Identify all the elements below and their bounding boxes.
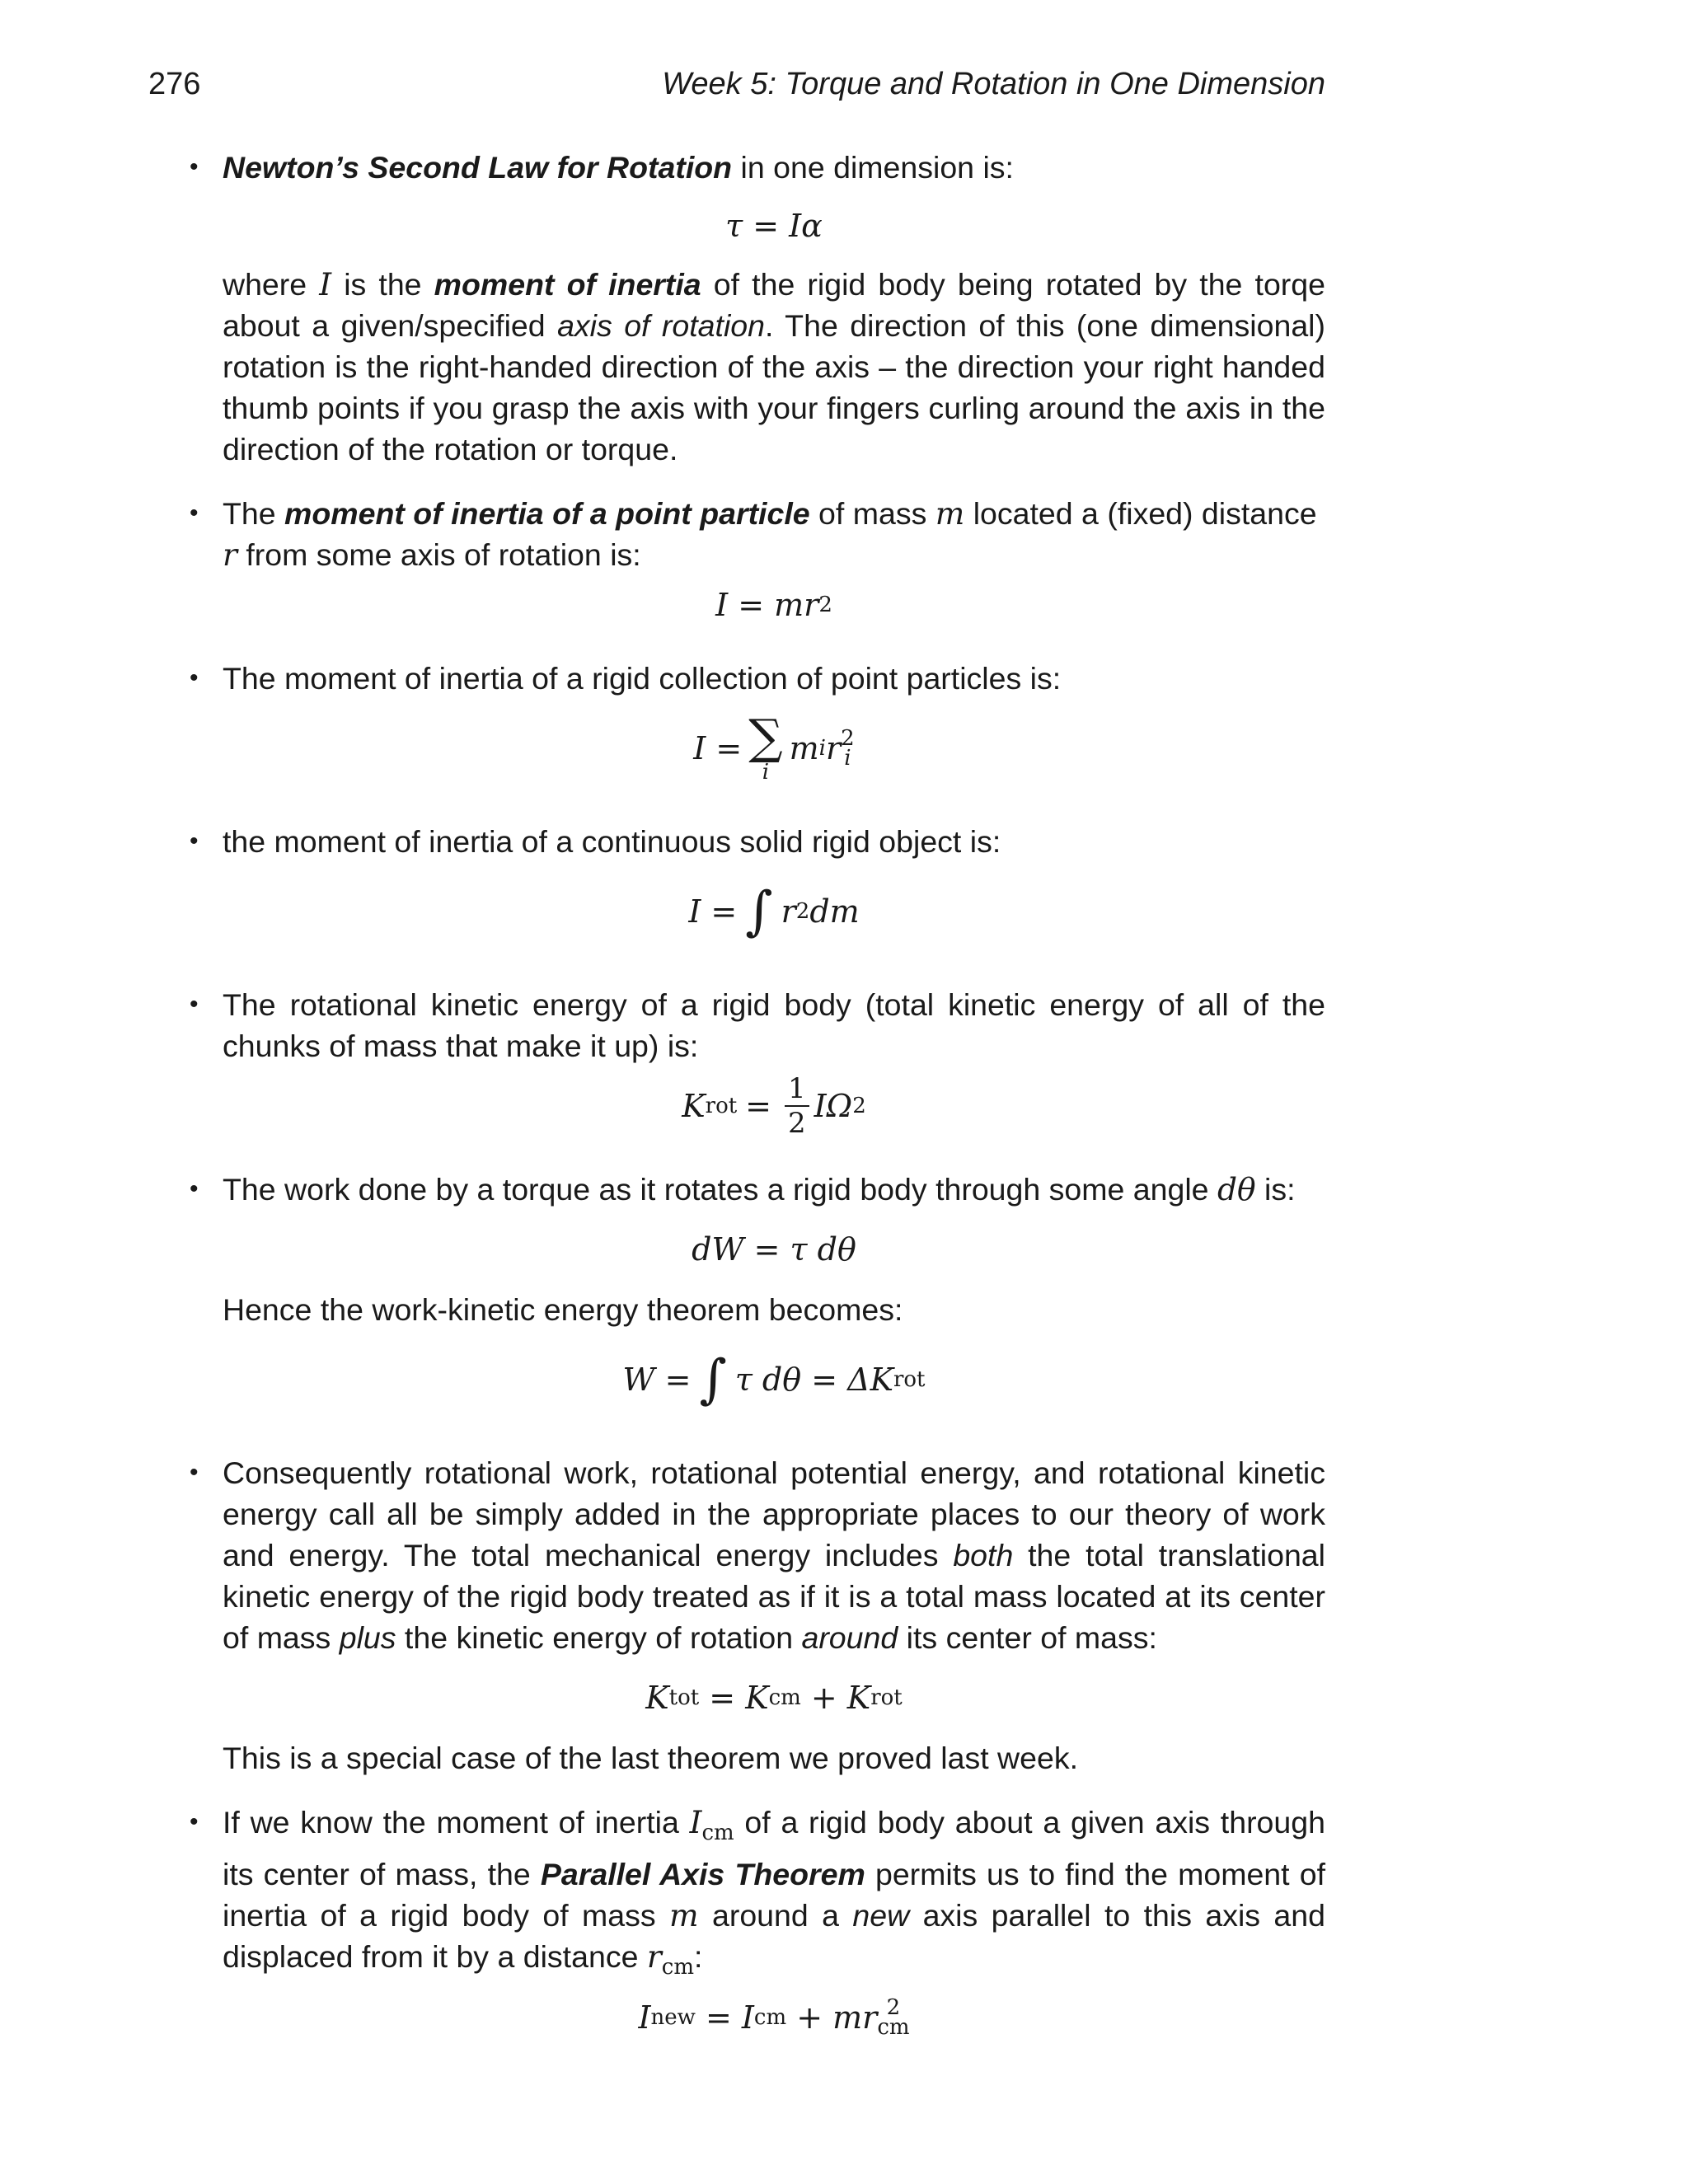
bullet-description: where I is the moment of inertia of the rigid body being rotated by the torqe about a given/specified axis of rotation. The direction of this (one dimensional) rotation is the right-handed direction of the axis – the direction your right handed thumb points if you grasp the axis with your fingers curling around the axis in the direction of the rotation or torque.: [223, 266, 1325, 466]
bullet-marker: •: [190, 153, 199, 180]
bullet-intro: The rotational kinetic energy of a rigid body (total kinetic energy of all of the chunks of mass that make it up) is:: [223, 987, 1325, 1063]
bullet-marker: •: [190, 499, 199, 527]
equation-sum: I = ∑ i m i r 2 i: [693, 709, 855, 785]
bullet-rotational-ke: [190, 984, 1325, 1146]
bullet-marker: •: [190, 1175, 199, 1202]
bullet-continuous: [190, 821, 1325, 961]
bullet-intro: The moment of inertia of a point particle of mass m located a (fixed) distance r from some axis of rotation is:: [223, 495, 1317, 573]
summation-symbol: ∑ i: [748, 709, 783, 785]
special-case-note: This is a special case of the last theorem we proved last week.: [223, 1741, 1078, 1775]
term-parallel-axis-theorem: Parallel Axis Theorem: [540, 1857, 865, 1891]
term-point-particle: moment of inertia of a point particle: [284, 496, 810, 531]
bullet-intro: the moment of inertia of a continuous solid rigid object is:: [223, 824, 1001, 859]
equation-work-energy: W = ∫ τ dθ = ΔK rot: [622, 1349, 926, 1410]
bullet-marker: •: [190, 1808, 199, 1835]
integral-symbol: ∫: [745, 881, 773, 942]
term-axis-of-rotation: axis of rotation: [557, 308, 765, 343]
bullet-marker: •: [190, 664, 199, 691]
bullet-marker: •: [190, 1459, 199, 1486]
integral-symbol: ∫: [699, 1349, 727, 1410]
bullet-newtons-second-law: [190, 147, 1325, 470]
fraction-one-half: $\frac{1}{2}$: [785, 1072, 809, 1140]
bullet-intro: The moment of inertia of a rigid collection of point particles is:: [223, 661, 1062, 696]
bullet-intro: Newton’s Second Law for Rotation in one dimension is:: [223, 150, 1014, 185]
bullet-parallel-axis: [190, 1802, 1325, 2047]
equation-point-particle: I = mr 2: [715, 587, 832, 623]
work-energy-intro: Hence the work-kinetic energy theorem becomes:: [223, 1292, 903, 1327]
equation-integral: I = ∫ r 2 dm: [688, 881, 860, 942]
equation-total-ke: K tot = K cm + K rot: [645, 1680, 903, 1716]
equation-parallel-axis: I new = I cm + mr 2 cm: [638, 1995, 910, 2040]
bullet-description: If we know the moment of inertia $I_{cm}$ of a rigid body about a given axis through its center of mass, the Parallel Axis Theorem permits us to find the moment of inertia of a rigid body of mass m around a new axis parallel to this axis and displaced from it by a distance $r_{cm}$:: [223, 1804, 1325, 1980]
bullet-marker: •: [190, 991, 199, 1018]
equation-torque: τ = Iα: [725, 208, 823, 244]
equation-rotational-ke: K rot = $\frac{1}{2}$ IΩ 2: [682, 1072, 866, 1140]
bullet-consequently: [190, 1452, 1325, 1779]
bullet-intro: The work done by a torque as it rotates a rigid body through some angle dθ is:: [223, 1171, 1296, 1207]
bullet-marker: •: [190, 827, 199, 855]
page-number: 276: [148, 67, 201, 101]
term-moment-of-inertia: moment of inertia: [434, 267, 701, 302]
equation-work: dW = τ dθ: [692, 1231, 856, 1268]
bullet-collection: [190, 658, 1325, 798]
page-content: [190, 147, 1325, 2047]
bullet-work-torque: [190, 1169, 1325, 1429]
term-newtons-second-law: Newton’s Second Law for Rotation: [223, 150, 733, 185]
bullet-point-particle: [190, 493, 1325, 635]
running-head: Week 5: Torque and Rotation in One Dimension: [662, 67, 1325, 101]
bullet-description: Consequently rotational work, rotational potential energy, and rotational kinetic energy call all be simply added in the appropriate places to our theory of work and energy. The total mechanical energy includes both the total translational kinetic energy of the rigid body treated as if it is a total mass located at its center of mass plus the kinetic energy of rotation around its center of mass:: [223, 1455, 1325, 1655]
